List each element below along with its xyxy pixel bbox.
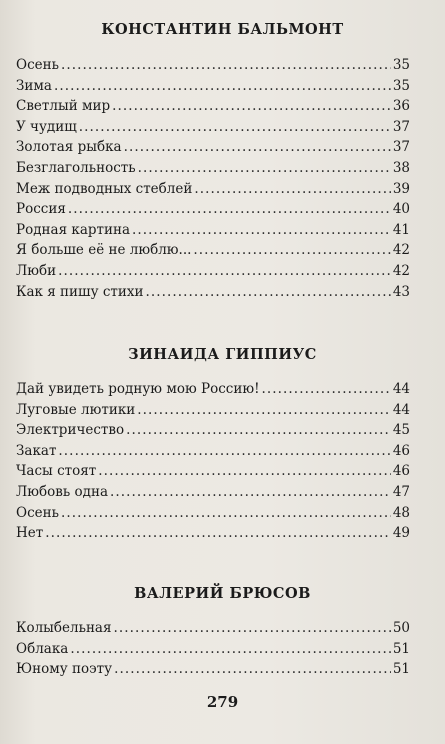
toc-list-balmont bbox=[16, 55, 410, 302]
toc-entry-page: 36 bbox=[392, 98, 410, 115]
toc-entry-page: 47 bbox=[392, 483, 410, 500]
toc-entry bbox=[16, 461, 410, 482]
toc-entry bbox=[16, 96, 410, 117]
toc-entry-page: 35 bbox=[392, 77, 410, 94]
toc-entry-page: 40 bbox=[392, 201, 410, 218]
toc-entry-page: 50 bbox=[392, 620, 410, 636]
dot-leader bbox=[54, 76, 391, 97]
toc-entry-title: Светлый мир bbox=[16, 98, 111, 115]
dot-leader bbox=[58, 261, 391, 282]
toc-entry bbox=[16, 503, 410, 524]
toc-entry-title: Электричество bbox=[16, 422, 125, 439]
toc-entry-page: 42 bbox=[392, 242, 410, 259]
toc-entry bbox=[16, 261, 410, 282]
toc-entry bbox=[16, 158, 410, 179]
toc-entry-title: Осень bbox=[16, 504, 59, 521]
toc-entry bbox=[16, 220, 410, 241]
toc-entry bbox=[16, 282, 410, 303]
toc-entry-title: Луговые лютики bbox=[16, 401, 136, 418]
dot-leader bbox=[138, 158, 391, 179]
toc-list-bryusov bbox=[16, 618, 410, 680]
toc-entry-page: 37 bbox=[392, 118, 410, 135]
toc-entry-page: 39 bbox=[392, 180, 410, 197]
toc-entry bbox=[16, 523, 410, 544]
toc-entry-page: 49 bbox=[392, 525, 410, 542]
toc-entry-title: Я больше её не люблю... bbox=[16, 242, 192, 259]
dot-leader bbox=[114, 659, 391, 680]
dot-leader bbox=[132, 220, 391, 241]
toc-entry bbox=[16, 117, 410, 138]
toc-entry-title: Облака bbox=[16, 640, 69, 657]
dot-leader bbox=[193, 240, 390, 261]
dot-leader bbox=[194, 179, 390, 200]
toc-entry bbox=[16, 420, 410, 441]
toc-entry-title: Юному поэту bbox=[16, 661, 113, 678]
section-heading-gippius: ЗИНАИДА ГИППИУС bbox=[128, 346, 317, 363]
dot-leader bbox=[70, 639, 391, 660]
toc-entry bbox=[16, 199, 410, 220]
toc-entry bbox=[16, 441, 410, 462]
toc-entry-page: 44 bbox=[392, 381, 410, 397]
toc-entry-title: У чудищ bbox=[16, 118, 77, 135]
toc-entry-title: Зима bbox=[16, 77, 52, 94]
toc-entry-title: Люби bbox=[16, 262, 57, 279]
toc-entry-page: 51 bbox=[392, 640, 410, 657]
dot-leader bbox=[98, 461, 391, 482]
dot-leader bbox=[114, 618, 391, 639]
dot-leader bbox=[68, 199, 391, 220]
toc-entry-page: 41 bbox=[392, 221, 410, 238]
dot-leader bbox=[124, 137, 391, 158]
toc-entry bbox=[16, 379, 410, 400]
toc-entry bbox=[16, 55, 410, 76]
toc-entry-title: Россия bbox=[16, 201, 66, 218]
toc-entry-page: 45 bbox=[392, 422, 410, 439]
dot-leader bbox=[262, 379, 391, 400]
toc-entry-title: Родная картина bbox=[16, 221, 131, 238]
toc-entry bbox=[16, 482, 410, 503]
toc-entry-title: Часы стоят bbox=[16, 463, 97, 480]
dot-leader bbox=[45, 523, 391, 544]
toc-entry-title: Закат bbox=[16, 442, 57, 459]
toc-entry bbox=[16, 618, 410, 639]
toc-entry bbox=[16, 76, 410, 97]
toc-entry bbox=[16, 240, 410, 261]
toc-entry-title: Меж подводных стеблей bbox=[16, 180, 193, 197]
dot-leader bbox=[110, 482, 391, 503]
toc-entry bbox=[16, 400, 410, 421]
toc-entry bbox=[16, 659, 410, 680]
dot-leader bbox=[126, 420, 391, 441]
toc-entry-page: 42 bbox=[392, 262, 410, 279]
dot-leader bbox=[145, 282, 390, 303]
toc-entry-page: 51 bbox=[392, 661, 410, 678]
section-heading-bryusov: ВАЛЕРИЙ БРЮСОВ bbox=[134, 585, 311, 602]
toc-entry-title: Золотая рыбка bbox=[16, 139, 122, 156]
toc-entry-title: Безглагольность bbox=[16, 159, 136, 176]
toc-entry-title: Колыбельная bbox=[16, 620, 112, 636]
dot-leader bbox=[112, 96, 391, 117]
dot-leader bbox=[61, 55, 391, 76]
toc-entry-page: 35 bbox=[392, 57, 410, 73]
section-heading-balmont: КОНСТАНТИН БАЛЬМОНТ bbox=[101, 21, 344, 38]
toc-entry-title: Как я пишу стихи bbox=[16, 283, 144, 300]
dot-leader bbox=[58, 441, 390, 462]
page-number: 279 bbox=[206, 693, 239, 711]
toc-entry-title: Осень bbox=[16, 57, 59, 73]
toc-entry-page: 48 bbox=[392, 504, 410, 521]
dot-leader bbox=[61, 503, 391, 524]
toc-entry-page: 46 bbox=[392, 442, 410, 459]
toc-entry-title: Дай увидеть родную мою Россию! bbox=[16, 381, 260, 397]
toc-entry-page: 46 bbox=[392, 463, 410, 480]
dot-leader bbox=[79, 117, 391, 138]
toc-entry bbox=[16, 639, 410, 660]
toc-entry-page: 44 bbox=[392, 401, 410, 418]
toc-entry-page: 43 bbox=[392, 283, 410, 300]
toc-entry bbox=[16, 179, 410, 200]
toc-entry-title: Любовь одна bbox=[16, 483, 109, 500]
toc-entry bbox=[16, 137, 410, 158]
toc-entry-page: 38 bbox=[392, 159, 410, 176]
toc-list-gippius bbox=[16, 379, 410, 544]
toc-entry-title: Нет bbox=[16, 525, 44, 542]
dot-leader bbox=[137, 400, 391, 421]
toc-entry-page: 37 bbox=[392, 139, 410, 156]
